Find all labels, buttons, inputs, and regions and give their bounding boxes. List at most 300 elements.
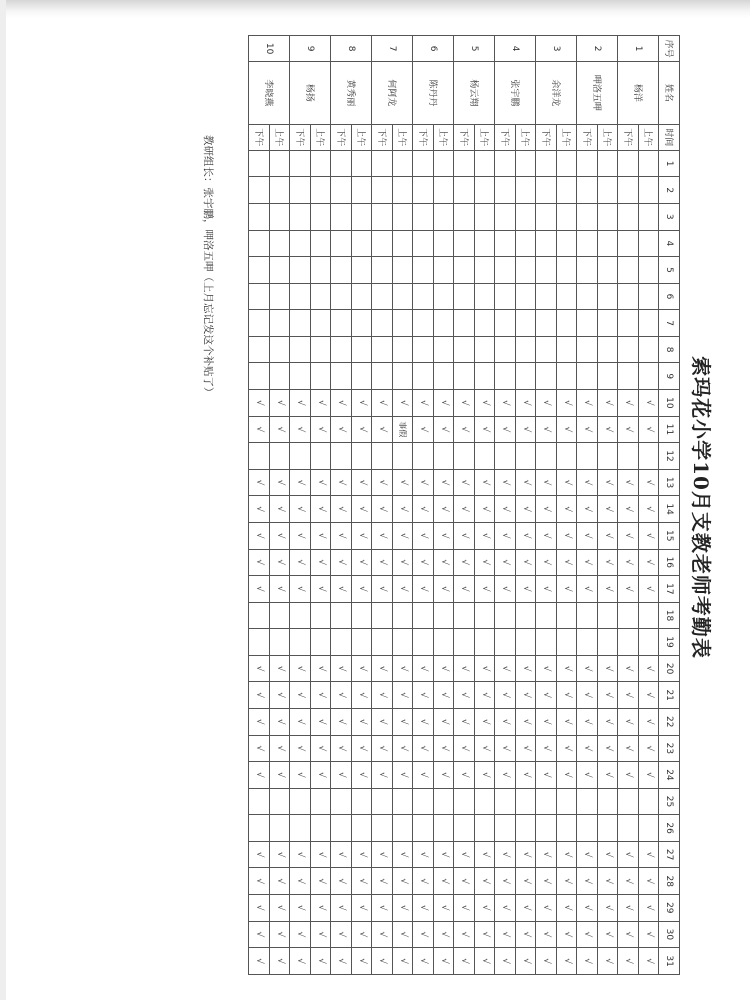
scan-left-edge	[0, 0, 6, 1000]
attendance-cell	[639, 629, 660, 656]
check-mark: √	[295, 692, 306, 699]
check-mark: √	[254, 931, 265, 938]
attendance-cell	[393, 416, 414, 443]
attendance-cell	[516, 762, 537, 789]
teacher-name: 呷洛五呷	[577, 62, 618, 124]
attendance-cell	[352, 177, 373, 204]
header-day-22: 22	[659, 708, 680, 735]
attendance-cell	[249, 283, 270, 310]
attendance-cell	[475, 177, 496, 204]
attendance-cell	[557, 496, 578, 523]
attendance-cell	[413, 363, 434, 390]
attendance-cell	[454, 390, 475, 417]
attendance-cell	[270, 841, 291, 868]
attendance-cell	[249, 177, 270, 204]
attendance-cell	[270, 257, 291, 284]
check-mark: √	[418, 399, 429, 406]
attendance-cell	[311, 948, 332, 975]
attendance-cell	[557, 283, 578, 310]
attendance-cell	[413, 735, 434, 762]
attendance-cell	[331, 895, 352, 922]
attendance-cell	[516, 496, 537, 523]
attendance-cell	[639, 895, 660, 922]
attendance-cell	[311, 735, 332, 762]
attendance-cell	[557, 549, 578, 576]
attendance-cell	[311, 177, 332, 204]
check-mark: √	[315, 426, 326, 433]
check-mark: √	[356, 718, 367, 725]
check-mark: √	[315, 745, 326, 752]
attendance-cell	[249, 895, 270, 922]
check-mark: √	[520, 665, 531, 672]
attendance-cell	[434, 469, 455, 496]
attendance-cell	[434, 815, 455, 842]
attendance-cell	[413, 841, 434, 868]
attendance-cell	[516, 363, 537, 390]
attendance-cell	[434, 230, 455, 257]
attendance-cell	[290, 708, 311, 735]
attendance-cell	[557, 841, 578, 868]
attendance-cell	[249, 310, 270, 337]
check-mark: √	[254, 772, 265, 778]
attendance-cell	[577, 416, 598, 443]
header-day-5: 5	[659, 257, 680, 284]
attendance-cell	[249, 735, 270, 762]
attendance-cell	[413, 815, 434, 842]
attendance-cell	[598, 682, 619, 709]
check-mark: √	[500, 772, 511, 778]
check-mark: √	[500, 958, 511, 964]
check-mark: √	[336, 692, 347, 699]
check-mark: √	[459, 745, 470, 752]
attendance-cell	[495, 469, 516, 496]
attendance-cell	[557, 815, 578, 842]
check-mark: √	[356, 665, 367, 672]
attendance-cell	[311, 576, 332, 603]
check-mark: √	[295, 904, 306, 911]
attendance-cell	[557, 469, 578, 496]
attendance-cell	[475, 496, 496, 523]
attendance-cell	[557, 868, 578, 895]
check-mark: √	[274, 772, 285, 778]
attendance-cell	[495, 868, 516, 895]
check-mark: √	[336, 772, 347, 778]
attendance-cell	[639, 203, 660, 230]
attendance-cell	[475, 336, 496, 363]
check-mark: √	[623, 851, 634, 858]
header-day-12: 12	[659, 443, 680, 470]
attendance-cell	[249, 443, 270, 470]
attendance-cell	[290, 522, 311, 549]
attendance-cell	[495, 815, 516, 842]
attendance-cell	[495, 522, 516, 549]
check-mark: √	[561, 559, 572, 566]
check-mark: √	[254, 878, 265, 885]
check-mark: √	[500, 878, 511, 885]
header-name: 姓名	[659, 62, 680, 124]
attendance-cell	[577, 469, 598, 496]
check-mark: √	[479, 692, 490, 699]
check-mark: √	[582, 506, 593, 512]
check-mark: √	[520, 585, 531, 592]
attendance-cell	[639, 815, 660, 842]
attendance-cell	[577, 948, 598, 975]
attendance-cell	[618, 336, 639, 363]
table-row	[598, 36, 619, 975]
check-mark: √	[643, 772, 654, 778]
check-mark: √	[315, 692, 326, 699]
attendance-cell	[557, 629, 578, 656]
table-row	[454, 36, 475, 975]
check-mark: √	[295, 506, 306, 512]
check-mark: √	[397, 692, 408, 699]
attendance-cell	[557, 416, 578, 443]
attendance-cell	[454, 336, 475, 363]
attendance-cell	[352, 708, 373, 735]
check-mark: √	[274, 958, 285, 964]
attendance-cell	[413, 762, 434, 789]
attendance-cell	[598, 948, 619, 975]
teacher-no: 6	[413, 36, 454, 62]
attendance-cell	[516, 629, 537, 656]
attendance-cell	[290, 576, 311, 603]
header-day-1: 1	[659, 150, 680, 177]
check-mark: √	[479, 532, 490, 539]
attendance-cell	[557, 762, 578, 789]
check-mark: √	[561, 745, 572, 752]
check-mark: √	[315, 665, 326, 672]
check-mark: √	[274, 426, 285, 433]
attendance-cell	[577, 150, 598, 177]
check-mark: √	[377, 559, 388, 566]
check-mark: √	[438, 772, 449, 778]
check-mark: √	[541, 506, 552, 512]
attendance-cell	[639, 230, 660, 257]
check-mark: √	[336, 506, 347, 512]
attendance-cell	[454, 283, 475, 310]
teacher-name: 杨云翔	[454, 62, 495, 124]
check-mark: √	[500, 426, 511, 433]
check-mark: √	[520, 931, 531, 938]
check-mark: √	[356, 931, 367, 938]
check-mark: √	[254, 479, 265, 486]
check-mark: √	[623, 904, 634, 911]
attendance-cell	[249, 655, 270, 682]
check-mark: √	[541, 718, 552, 725]
attendance-cell	[618, 602, 639, 629]
attendance-cell	[331, 549, 352, 576]
check-mark: √	[274, 479, 285, 486]
check-mark: √	[315, 532, 326, 539]
check-mark: √	[541, 745, 552, 752]
attendance-cell	[249, 496, 270, 523]
attendance-cell	[577, 549, 598, 576]
check-mark: √	[274, 585, 285, 592]
slot-label: 下午	[536, 124, 557, 150]
check-mark: √	[643, 665, 654, 672]
attendance-cell	[352, 895, 373, 922]
attendance-cell	[311, 230, 332, 257]
check-mark: √	[254, 904, 265, 911]
attendance-cell	[495, 230, 516, 257]
check-mark: √	[602, 931, 613, 938]
attendance-cell	[372, 496, 393, 523]
attendance-cell	[598, 868, 619, 895]
attendance-cell	[413, 230, 434, 257]
attendance-cell	[270, 655, 291, 682]
attendance-cell	[577, 257, 598, 284]
check-mark: √	[418, 904, 429, 911]
attendance-cell	[618, 310, 639, 337]
attendance-cell	[352, 150, 373, 177]
attendance-cell	[598, 815, 619, 842]
attendance-cell	[393, 735, 414, 762]
check-mark: √	[500, 399, 511, 406]
attendance-cell	[270, 895, 291, 922]
attendance-cell	[290, 655, 311, 682]
table-row	[495, 36, 516, 975]
slot-label: 下午	[413, 124, 434, 150]
check-mark: √	[254, 426, 265, 433]
attendance-cell	[393, 629, 414, 656]
attendance-cell	[454, 762, 475, 789]
check-mark: √	[623, 532, 634, 539]
attendance-cell	[270, 496, 291, 523]
attendance-cell	[331, 496, 352, 523]
attendance-cell	[577, 841, 598, 868]
attendance-cell	[618, 257, 639, 284]
check-mark: √	[254, 745, 265, 752]
check-mark: √	[418, 506, 429, 512]
check-mark: √	[377, 585, 388, 592]
header-day-4: 4	[659, 230, 680, 257]
check-mark: √	[582, 665, 593, 672]
check-mark: √	[623, 878, 634, 885]
check-mark: √	[397, 585, 408, 592]
attendance-cell	[495, 948, 516, 975]
attendance-cell	[475, 841, 496, 868]
attendance-cell	[352, 522, 373, 549]
attendance-cell	[536, 655, 557, 682]
attendance-cell	[598, 762, 619, 789]
attendance-sheet	[175, 35, 725, 980]
check-mark: √	[541, 851, 552, 858]
attendance-cell	[536, 576, 557, 603]
check-mark: √	[582, 559, 593, 566]
header-row	[659, 36, 680, 975]
check-mark: √	[315, 399, 326, 406]
check-mark: √	[418, 851, 429, 858]
attendance-cell	[516, 868, 537, 895]
attendance-cell	[475, 203, 496, 230]
attendance-cell	[475, 895, 496, 922]
attendance-cell	[434, 416, 455, 443]
check-mark: √	[459, 506, 470, 512]
check-mark: √	[479, 479, 490, 486]
attendance-cell	[393, 363, 414, 390]
table-row	[536, 36, 557, 975]
check-mark: √	[295, 585, 306, 592]
attendance-cell	[413, 257, 434, 284]
attendance-cell	[618, 576, 639, 603]
attendance-cell	[331, 257, 352, 284]
check-mark: √	[561, 958, 572, 964]
attendance-cell	[393, 576, 414, 603]
attendance-cell	[598, 150, 619, 177]
attendance-cell	[495, 602, 516, 629]
attendance-cell	[249, 576, 270, 603]
attendance-cell	[454, 310, 475, 337]
attendance-cell	[598, 257, 619, 284]
check-mark: √	[397, 506, 408, 512]
attendance-cell	[454, 655, 475, 682]
check-mark: √	[356, 506, 367, 512]
attendance-cell	[311, 310, 332, 337]
table-row	[290, 36, 311, 975]
check-mark: √	[377, 851, 388, 858]
attendance-cell	[495, 496, 516, 523]
attendance-cell	[454, 230, 475, 257]
check-mark: √	[397, 958, 408, 964]
attendance-cell	[639, 921, 660, 948]
check-mark: √	[295, 532, 306, 539]
attendance-cell	[516, 390, 537, 417]
attendance-cell	[516, 708, 537, 735]
attendance-cell	[372, 735, 393, 762]
attendance-cell	[270, 310, 291, 337]
attendance-cell	[393, 177, 414, 204]
attendance-cell	[372, 921, 393, 948]
attendance-cell	[475, 363, 496, 390]
attendance-cell	[618, 416, 639, 443]
attendance-cell	[352, 283, 373, 310]
attendance-cell	[249, 762, 270, 789]
check-mark: √	[602, 772, 613, 778]
attendance-cell	[639, 682, 660, 709]
attendance-cell	[331, 390, 352, 417]
check-mark: √	[602, 958, 613, 964]
check-mark: √	[500, 692, 511, 699]
check-mark: √	[438, 692, 449, 699]
check-mark: √	[377, 772, 388, 778]
check-mark: √	[643, 585, 654, 592]
attendance-cell	[577, 390, 598, 417]
check-mark: √	[274, 878, 285, 885]
attendance-cell	[249, 469, 270, 496]
attendance-cell	[598, 310, 619, 337]
slot-label: 上午	[475, 124, 496, 150]
check-mark: √	[520, 532, 531, 539]
attendance-cell	[413, 921, 434, 948]
check-mark: √	[295, 665, 306, 672]
check-mark: √	[377, 878, 388, 885]
check-mark: √	[561, 532, 572, 539]
attendance-cell	[475, 150, 496, 177]
check-mark: √	[254, 399, 265, 406]
footer-note: 教研组长：张宇鹏，呷洛五呷（上月忘记发这个补贴了）	[202, 135, 214, 398]
check-mark: √	[520, 426, 531, 433]
check-mark: √	[520, 559, 531, 566]
check-mark: √	[582, 718, 593, 725]
attendance-cell	[475, 655, 496, 682]
check-mark: √	[623, 426, 634, 433]
attendance-cell	[639, 496, 660, 523]
slot-label: 上午	[311, 124, 332, 150]
check-mark: √	[274, 745, 285, 752]
check-mark: √	[356, 745, 367, 752]
attendance-cell	[290, 496, 311, 523]
check-mark: √	[459, 559, 470, 566]
attendance-cell	[331, 522, 352, 549]
check-mark: √	[315, 506, 326, 512]
attendance-cell	[290, 310, 311, 337]
attendance-cell	[311, 416, 332, 443]
check-mark: √	[479, 904, 490, 911]
attendance-cell	[536, 283, 557, 310]
attendance-cell	[413, 390, 434, 417]
attendance-cell	[352, 815, 373, 842]
check-mark: √	[295, 958, 306, 964]
attendance-cell	[290, 549, 311, 576]
attendance-cell	[598, 230, 619, 257]
attendance-cell	[372, 708, 393, 735]
attendance-cell	[372, 469, 393, 496]
attendance-cell	[290, 682, 311, 709]
attendance-cell	[311, 788, 332, 815]
attendance-cell	[516, 948, 537, 975]
attendance-cell	[454, 469, 475, 496]
check-mark: √	[459, 851, 470, 858]
attendance-cell	[270, 708, 291, 735]
attendance-cell	[311, 469, 332, 496]
check-mark: √	[582, 426, 593, 433]
attendance-cell	[454, 203, 475, 230]
attendance-cell	[434, 576, 455, 603]
attendance-cell	[516, 602, 537, 629]
attendance-cell	[598, 576, 619, 603]
attendance-cell	[331, 203, 352, 230]
header-day-20: 20	[659, 655, 680, 682]
check-mark: √	[623, 958, 634, 964]
attendance-cell	[618, 443, 639, 470]
attendance-cell	[311, 443, 332, 470]
teacher-no: 5	[454, 36, 495, 62]
attendance-cell	[598, 921, 619, 948]
attendance-cell	[352, 363, 373, 390]
attendance-cell	[249, 390, 270, 417]
check-mark: √	[295, 745, 306, 752]
check-mark: √	[418, 718, 429, 725]
attendance-cell	[393, 682, 414, 709]
attendance-cell	[557, 230, 578, 257]
check-mark: √	[418, 692, 429, 699]
check-mark: √	[356, 559, 367, 566]
check-mark: √	[500, 851, 511, 858]
attendance-cell	[598, 443, 619, 470]
teacher-name: 李晓燕	[249, 62, 290, 124]
slot-label: 下午	[290, 124, 311, 150]
check-mark: √	[459, 399, 470, 406]
attendance-cell	[639, 469, 660, 496]
check-mark: √	[602, 559, 613, 566]
check-mark: √	[397, 904, 408, 911]
attendance-cell	[577, 602, 598, 629]
attendance-cell	[516, 735, 537, 762]
table-row	[516, 36, 537, 975]
check-mark: √	[520, 958, 531, 964]
attendance-cell	[393, 655, 414, 682]
attendance-cell	[475, 762, 496, 789]
